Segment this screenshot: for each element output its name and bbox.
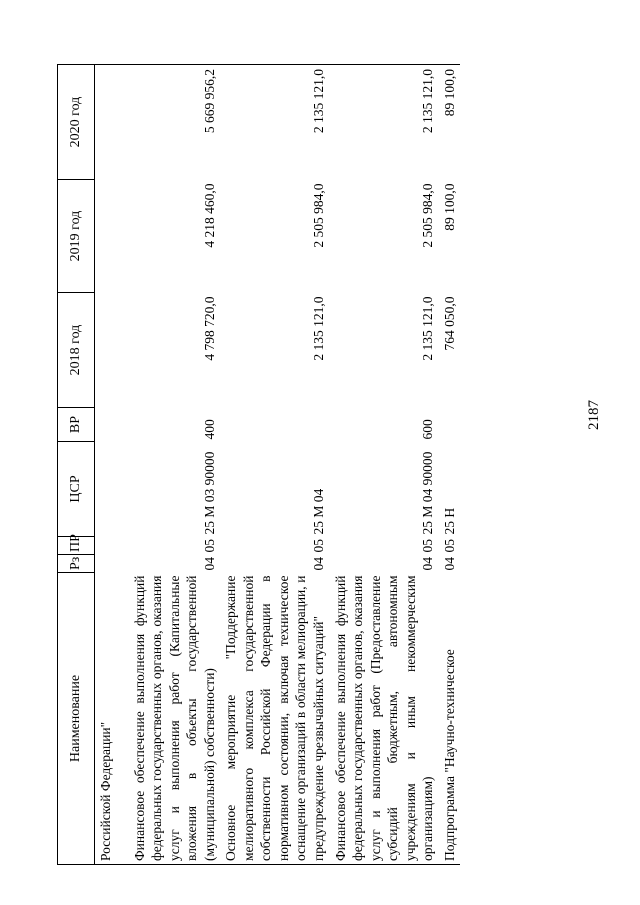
table-row	[129, 65, 221, 865]
row-2018: 2 135 121,0	[311, 296, 327, 361]
row-rz: 04	[201, 557, 217, 571]
header-2019: 2019 год	[58, 180, 95, 293]
row-name: Финансовое обеспечение выполнения функций федеральных государственных органов, оказания услуг и выполнения работ (Предоставление субсидий бюджетным, автономным учреждениям и иным некоммерческим организациям)	[330, 573, 439, 865]
header-name: Наименование	[58, 573, 95, 865]
row-rz	[95, 555, 129, 573]
row-name: Основное мероприятие "Поддержание мелиоративного комплекса государственной собственности Российской Федерации в нормативном состоянии, включая техническое оснащение организаций в области мелиорации, и предупреждение чрезвычайных ситуаций"	[220, 573, 329, 865]
budget-table-page	[57, 65, 612, 865]
row-rz: 04	[311, 557, 327, 571]
row-pr	[95, 537, 129, 555]
row-2019: 2 505 984,0	[420, 183, 436, 248]
budget-table	[57, 64, 460, 865]
table-row	[220, 65, 329, 865]
row-2020: 2 135 121,0	[220, 65, 329, 180]
table-row	[439, 65, 461, 865]
row-pr: 05	[420, 539, 436, 553]
header-pr: ПР	[58, 537, 95, 555]
header-2018: 2018 год	[58, 293, 95, 408]
row-csr: 25 М 04	[311, 488, 327, 535]
row-csr	[95, 442, 129, 537]
row-pr: 05	[201, 539, 217, 553]
row-vr	[220, 408, 329, 442]
header-rz: Рз	[58, 555, 95, 573]
row-2018	[95, 293, 129, 408]
row-2018: 2 135 121,0	[420, 296, 436, 361]
row-pr: 05	[441, 539, 457, 553]
row-2020: 89 100,0	[439, 65, 461, 180]
row-pr: 05	[311, 539, 327, 553]
row-name: Подпрограмма "Научно-техническое	[439, 573, 461, 865]
row-rz: 04	[420, 557, 436, 571]
row-vr	[439, 408, 461, 442]
row-csr: 25 М 04 90000	[420, 451, 436, 535]
row-name: Финансовое обеспечение выполнения функций федеральных государственных органов, оказания услуг и выполнения работ (Капитальные вложения в объекты государственной (муниципальной) собственности)	[129, 573, 221, 865]
row-rz: 04	[441, 557, 457, 571]
row-vr	[95, 408, 129, 442]
table-row	[95, 65, 129, 865]
page-number: 2187	[586, 400, 602, 430]
row-2018: 764 050,0	[441, 296, 457, 351]
row-2020	[95, 65, 129, 180]
row-2019: 2 505 984,0	[311, 183, 327, 248]
row-csr: 25 М 03 90000	[201, 451, 217, 535]
row-2020: 2 135 121,0	[330, 65, 439, 180]
row-2019: 89 100,0	[441, 183, 457, 231]
header-csr: ЦСР	[58, 442, 95, 537]
header-vr: ВР	[58, 408, 95, 442]
table-row	[330, 65, 439, 865]
row-2019	[95, 180, 129, 293]
row-2018: 4 798 720,0	[201, 296, 217, 361]
table-header	[58, 65, 95, 865]
row-2020: 5 669 956,2	[129, 65, 221, 180]
row-vr: 600	[420, 419, 436, 440]
row-name: Российской Федерации"	[95, 573, 129, 865]
row-2019: 4 218 460,0	[201, 183, 217, 248]
row-vr: 400	[201, 419, 217, 440]
header-2020: 2020 год	[58, 65, 95, 180]
row-csr: 25 Н	[441, 507, 457, 535]
